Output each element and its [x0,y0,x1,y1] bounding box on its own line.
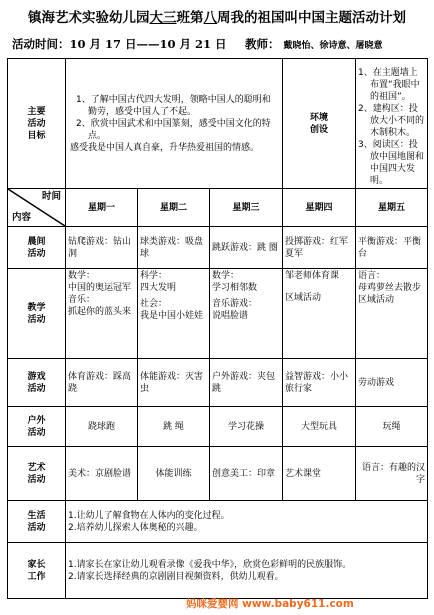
teacher-label: 教师： [245,37,280,51]
plan-table [7,58,428,599]
teaching-row [8,269,428,359]
teaching-cell: 邹老师体育课 区域活动 [283,269,356,359]
art-cell: 语言：有趣的汉字 [356,447,428,501]
title-week: 八 [203,10,217,26]
teaching-cell: 数学： 中国的奥运冠军 音乐： 抓起你的蓝头来 [66,269,138,359]
life-row [8,501,428,543]
parents-item: 1.请家长在家让幼儿观看录像《爱我中华》，欣赏色彩鲜明的民族服饰。 [68,559,352,570]
parents-content [66,543,428,599]
teaching-cell: 数学： 学习相邻数 音乐游戏： 说唱脸谱 [210,269,283,359]
game-label: 游戏 活动 [8,359,66,407]
goals-content [66,59,283,189]
art-cell: 体能训练 [138,447,210,501]
life-item: 2.培养幼儿探索人体奥秘的兴趣。 [68,522,203,533]
game-cell: 体育游戏：踩高跷 [66,359,138,407]
time-value: 10 月 17 日——10 月 21 日 [69,37,227,51]
morning-row [8,227,428,269]
teaching-cell: 语言： 母鸡萝丝去散步 区域活动 [356,269,428,359]
teaching-cell: 科学： 四大发明 社会： 我是中国小娃娃 [138,269,210,359]
game-cell: 劳动游戏 [356,359,428,407]
art-cell: 创意美工：印章 [210,447,283,501]
day-tuesday: 星期二 [138,189,210,227]
day-friday: 星期五 [356,189,428,227]
game-cell: 体能游戏：灭害虫 [138,359,210,407]
teacher-names: 戴晓怡、徐诗意、屠晓意 [283,41,383,51]
life-item: 1.让幼儿了解食物在人体内的变化过程。 [68,510,230,521]
title-prefix: 镇海艺术实验幼儿园 [28,10,150,26]
day-thursday: 星期四 [283,189,356,227]
goal-item: 1、了解中国古代四大发明，领略中国人的聪明和勤劳，感受中国人了不起。 [76,94,271,117]
outdoor-cell: 大型玩具 [283,407,356,447]
goal-item: 2、欣赏中国武术和中国篆刻，感受中国文化的特点。 [76,118,271,141]
day-wednesday: 星期三 [210,189,283,227]
morning-cell: 钻爬游戏：钻山洞 [66,227,138,269]
environment-label: 环境 创设 [283,59,356,189]
morning-cell: 平衡游戏：平衡台 [356,227,428,269]
morning-label: 晨间 活动 [8,227,66,269]
outdoor-row [8,407,428,447]
teachers [245,36,383,52]
parents-item: 2.请家长选择经典的京剧剧目视频资料，供幼儿观看。 [68,571,284,582]
title-class: 大三 [149,10,177,26]
life-content [66,501,428,543]
site-watermark: 妈咪爱婴网 www.baby611.com [186,598,354,610]
corner-top: 时间 [41,191,61,202]
header-row [8,189,428,227]
corner-cell [8,189,66,227]
life-label: 生活 活动 [8,501,66,543]
goal-extra: 感受我是中国人真自豪，升华热爱祖国的情感。 [70,142,260,153]
activity-time [12,36,227,52]
art-cell: 美术：京剧脸谱 [66,447,138,501]
goals-row [8,59,428,189]
morning-cell: 球类游戏：吸盘球 [138,227,210,269]
environment-content [356,59,428,189]
teaching-label: 教学 活动 [8,269,66,359]
art-row [8,447,428,501]
page-title [0,6,434,26]
outdoor-cell: 跷球跑 [66,407,138,447]
day-monday: 星期一 [66,189,138,227]
time-label: 活动时间： [12,37,70,51]
outdoor-cell: 跳 绳 [138,407,210,447]
morning-cell: 投掷游戏：红军夏军 [283,227,356,269]
art-label: 艺术 活动 [8,447,66,501]
art-cell: 艺术课堂 [283,447,356,501]
environment-item: 3、阅读区：投放中国地图和中国四大发明。 [358,140,425,186]
parents-label: 家长 工作 [8,543,66,599]
outdoor-cell: 学习花操 [210,407,283,447]
corner-bottom: 内容 [12,212,32,223]
environment-item: 1、在主题墙上布置“我眼中的祖国”。 [358,68,420,102]
environment-item: 2、建构区：投放大小不同的木制积木。 [358,104,425,138]
goals-label: 主要 活动 目标 [8,59,66,189]
outdoor-cell: 玩绳 [356,407,428,447]
game-cell: 益智游戏：小小旅行家 [283,359,356,407]
title-mid: 班第 [176,10,204,26]
game-row [8,359,428,407]
outdoor-label: 户外 活动 [8,407,66,447]
game-cell: 户外游戏：夹包跳 [210,359,283,407]
title-suffix: 周我的祖国叫中国主题活动计划 [217,10,406,26]
parents-row [8,543,428,599]
morning-cell: 跳跃游戏：跳 圈 [210,227,283,269]
